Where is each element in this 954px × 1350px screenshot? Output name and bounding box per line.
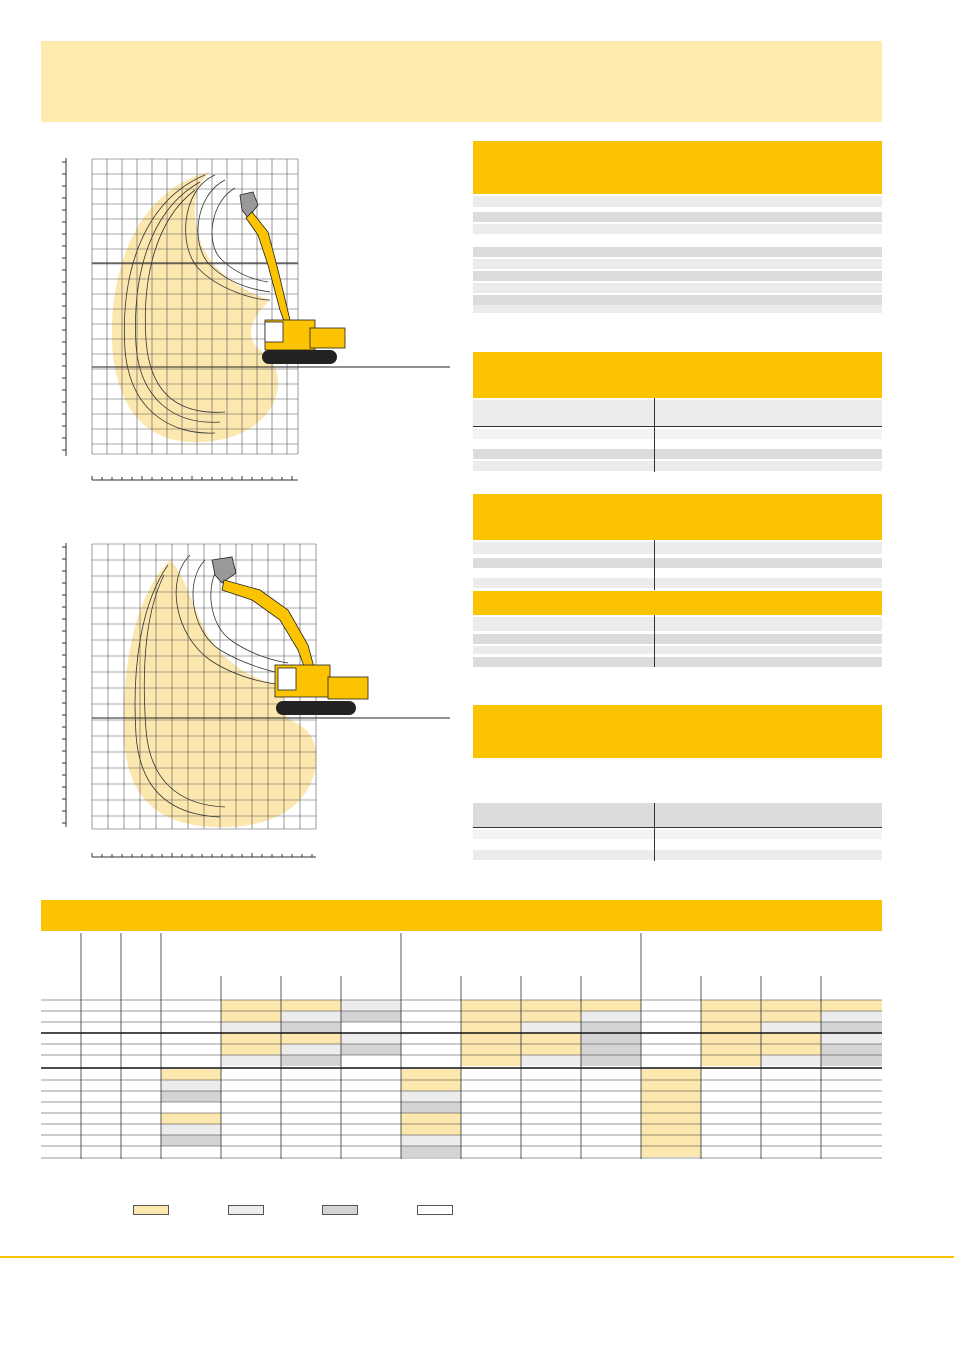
working-range-diagram-top	[40, 150, 460, 490]
table-1-header	[473, 141, 882, 194]
table-4-header	[473, 705, 882, 758]
table-3-body	[473, 540, 882, 668]
legend-swatch-mid-grey	[322, 1205, 358, 1215]
lift-table	[41, 931, 882, 1161]
legend-swatch-white	[417, 1205, 453, 1215]
lift-table-header	[41, 900, 882, 931]
legend-swatch-yellow	[133, 1205, 169, 1215]
top-banner	[41, 41, 882, 122]
working-range-diagram-bottom	[40, 535, 460, 865]
legend-swatch-light-grey	[228, 1205, 264, 1215]
excavator-icon	[240, 192, 345, 364]
table-1-body	[473, 196, 882, 316]
table-2-header	[473, 352, 882, 398]
table-4-body	[473, 803, 882, 861]
table-2-body	[473, 398, 882, 472]
footer-rule	[0, 1256, 954, 1258]
table-3-header	[473, 494, 882, 540]
